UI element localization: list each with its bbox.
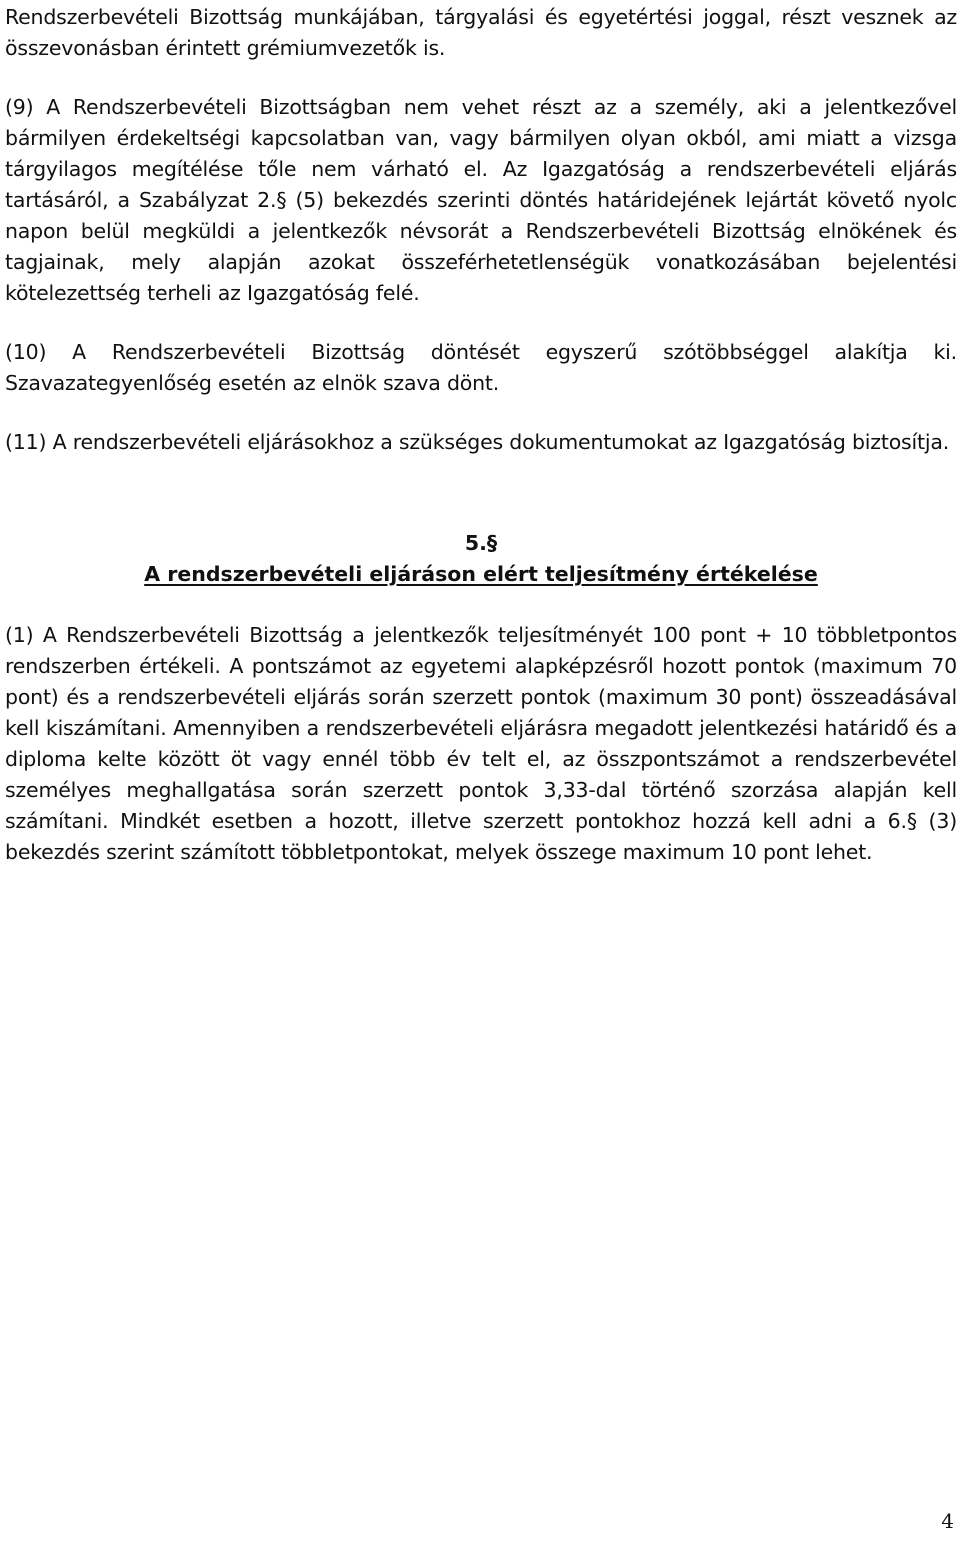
intro-paragraph: Rendszerbevételi Bizottság munkájában, tárgyalási és egyetértési joggal, részt vesznek az összevonásban érintett grémiumvezetők is. (5, 5, 957, 60)
paragraph-9: (9) A Rendszerbevételi Bizottságban nem vehet részt az a személy, aki a jelentkezővel bármilyen érdekeltségi kapcsolatban van, vagy bármilyen olyan okból, ami miatt a vizsga tárgyilagos megítélése tőle nem várható el. Az Igazgatóság a rendszerbevételi eljárás tartásáról, a Szabályzat 2.§ (5) bekezdés szerinti döntés határidejének lejártát követő nyolc napon belül megküldi a jelentkezők névsorát a Rendszerbevételi Bizottság elnökének és tagjainak, mely alapján azokat összeférhetetlenségük vonatkozásában bejelentési kötelezettség terheli az Igazgatóság felé. (5, 95, 957, 305)
section-number: 5.§ (464, 531, 498, 555)
page-number: 4 (941, 1509, 954, 1533)
section-heading (5, 528, 957, 590)
document-page (5, 0, 957, 868)
paragraph-11: (11) A rendszerbevételi eljárásokhoz a szükséges dokumentumokat az Igazgatóság biztosítja. (5, 430, 950, 454)
section-title: A rendszerbevételi eljáráson elért teljesítmény értékelése (144, 562, 818, 586)
paragraph-10: (10) A Rendszerbevételi Bizottság döntését egyszerű szótöbbséggel alakítja ki. Szavazategyenlőség esetén az elnök szava dönt. (5, 340, 957, 395)
section-paragraph-1: (1) A Rendszerbevételi Bizottság a jelentkezők teljesítményét 100 pont + 10 többletpontos rendszerben értékeli. A pontszámot az egyetemi alapképzésről hozott pontok (maximum 70 pont) és a rendszerbevételi eljárás során szerzett pontok (maximum 30 pont) összeadásával kell kiszámítani. Amennyiben a rendszerbevételi eljárásra megadott jelentkezési határidő és a diploma kelte között öt vagy ennél több év telt el, az összpontszámot a rendszerbevétel személyes meghallgatása során szerzett pontok 3,33-dal történő szorzása alapján kell számítani. Mindkét esetben a hozott, illetve szerzett pontokhoz hozzá kell adni a 6.§ (3) bekezdés szerint számított többletpontokat, melyek összege maximum 10 pont lehet. (5, 623, 957, 864)
